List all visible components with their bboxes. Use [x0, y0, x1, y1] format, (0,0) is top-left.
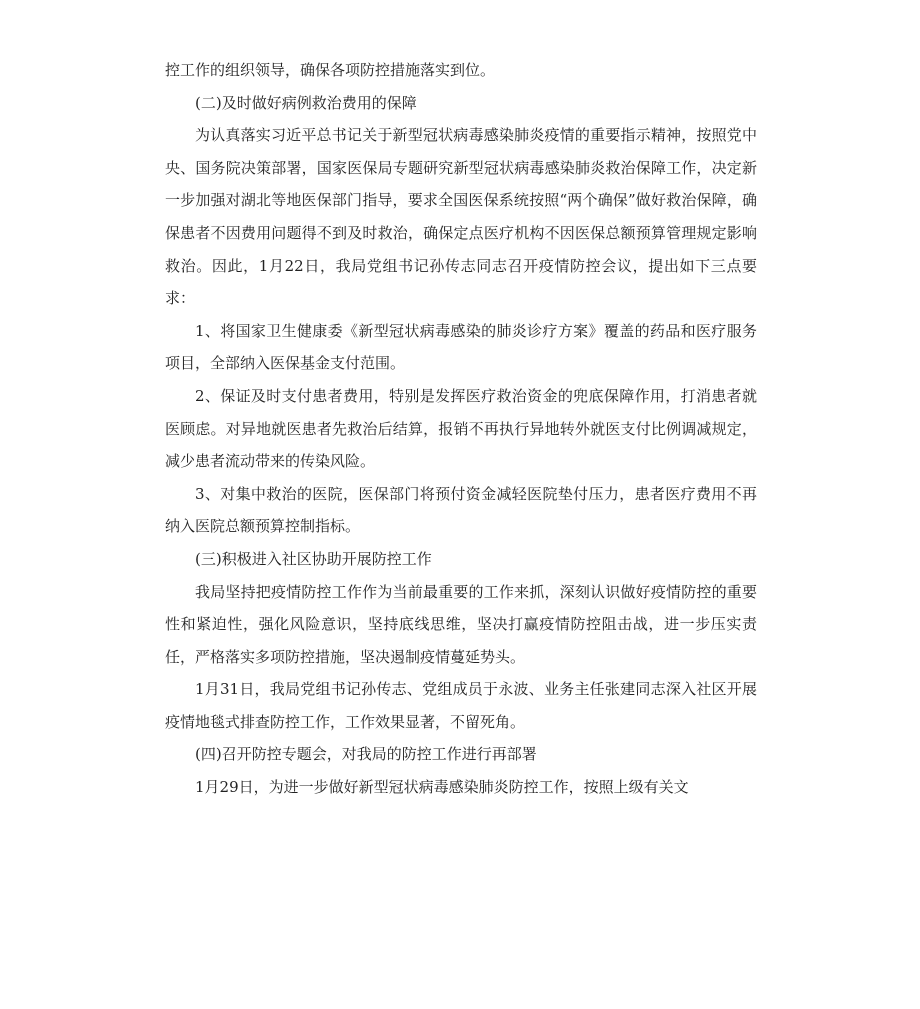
document-body	[165, 54, 757, 804]
paragraph: 1月31日，我局党组书记孙传志、党组成员于永波、业务主任张建同志深入社区开展疫情地毯式排查防控工作，工作效果显著，不留死角。	[165, 680, 757, 731]
paragraph-continued: 控工作的组织领导，确保各项防控措施落实到位。	[165, 61, 496, 79]
section-heading-4: (四)召开防控专题会，对我局的防控工作进行再部署	[195, 745, 537, 764]
list-item-3: 3、对集中救治的医院，医保部门将预付资金减轻医院垫付压力，患者医疗费用不再纳入医院总额预算控制指标。	[165, 484, 757, 536]
paragraph: 为认真落实习近平总书记关于新型冠状病毒感染肺炎疫情的重要指示精神，按照党中央、国务院决策部署，国家医保局专题研究新型冠状病毒感染肺炎救治保障工作，决定新一步加强对湖北等地医保部门指导，要求全国医保系统按照“两个确保”做好救治保障，确保患者不因费用问题得不到及时救治，确保定点医疗机构不因医保总额预算管理规定影响救治。因此，1月22日，我局党组书记孙传志同志召开疫情防控会议，提出如下三点要求：	[165, 126, 757, 308]
section-heading-2: (二)及时做好病例救治费用的保障	[195, 93, 417, 112]
paragraph: 我局坚持把疫情防控工作作为当前最重要的工作来抓，深刻认识做好疫情防控的重要性和紧迫性，强化风险意识，坚持底线思维，坚决打赢疫情防控阻击战，进一步压实责任，严格落实多项防控措施，坚决遏制疫情蔓延势头。	[165, 582, 757, 666]
list-item-2: 2、保证及时支付患者费用，特别是发挥医疗救治资金的兜底保障作用，打消患者就医顾虑。对异地就医患者先救治后结算，报销不再执行异地转外就医支付比例调减规定，减少患者流动带来的传染风险。	[165, 386, 757, 471]
section-heading-3: (三)积极进入社区协助开展防控工作	[195, 549, 432, 568]
list-item-1: 1、将国家卫生健康委《新型冠状病毒感染的肺炎诊疗方案》覆盖的药品和医疗服务项目，全部纳入医保基金支付范围。	[165, 321, 757, 373]
paragraph: 1月29日，为进一步做好新型冠状病毒感染肺炎防控工作，按照上级有关文	[195, 778, 689, 797]
